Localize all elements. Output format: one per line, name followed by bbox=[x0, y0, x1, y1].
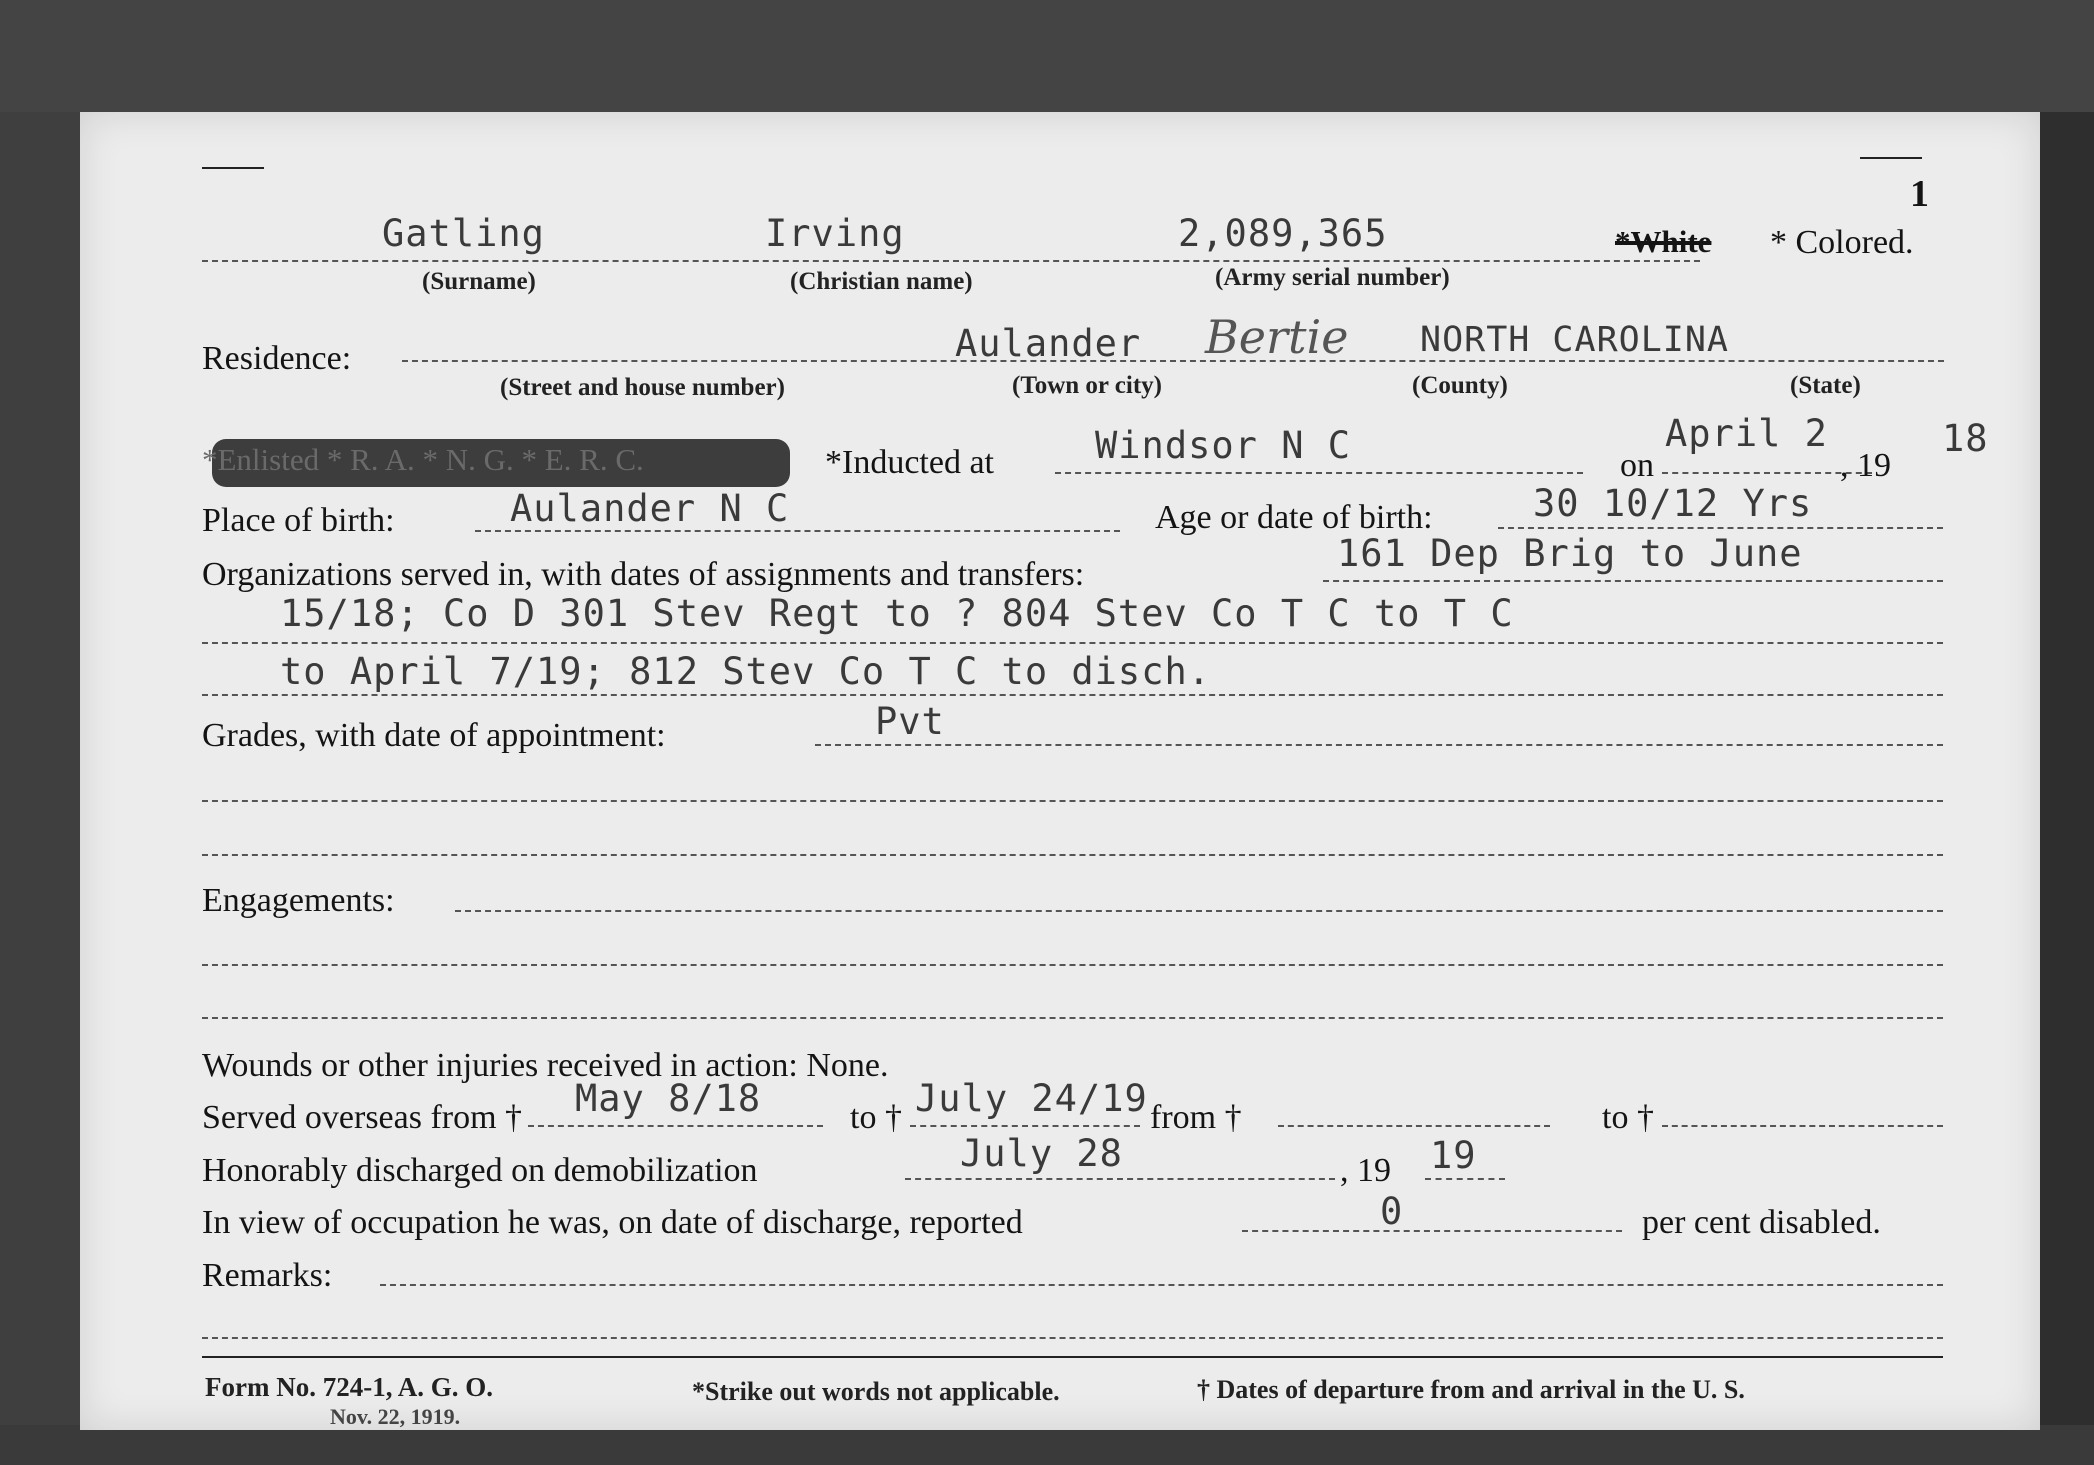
christian-name-value: Irving bbox=[765, 212, 905, 255]
surname-caption: (Surname) bbox=[422, 268, 536, 295]
inducted-at-line bbox=[1055, 472, 1583, 474]
served-overseas-label: Served overseas from † bbox=[202, 1099, 523, 1136]
residence-state-value: NORTH CAROLINA bbox=[1420, 320, 1730, 360]
top-left-mark bbox=[202, 167, 264, 169]
scanner-background-left bbox=[0, 112, 80, 1432]
grades-line-2 bbox=[202, 800, 1943, 802]
organizations-value-1: 161 Dep Brig to June bbox=[1337, 532, 1803, 575]
county-caption: (County) bbox=[1412, 372, 1508, 399]
overseas-to-value: July 24/19 bbox=[915, 1077, 1148, 1120]
remarks-line-1 bbox=[380, 1284, 1943, 1286]
card-number: 1 bbox=[1910, 173, 1929, 215]
inducted-date-value: April 2 bbox=[1665, 412, 1828, 455]
discharge-date-line bbox=[905, 1178, 1335, 1180]
top-right-mark bbox=[1860, 157, 1922, 159]
service-record-card bbox=[80, 112, 2040, 1430]
scanner-background-top bbox=[0, 0, 2094, 112]
overseas-to-line bbox=[910, 1125, 1140, 1127]
residence-label: Residence: bbox=[202, 340, 352, 377]
engagements-line-3 bbox=[202, 1017, 1943, 1019]
remarks-line-2 bbox=[202, 1337, 1943, 1339]
serial-number-value: 2,089,365 bbox=[1178, 212, 1388, 255]
disability-line bbox=[1242, 1230, 1622, 1232]
surname-value: Gatling bbox=[382, 212, 545, 255]
inducted-year-value: 18 bbox=[1942, 417, 1989, 460]
scanner-background-bottom bbox=[0, 1425, 2094, 1465]
age-line bbox=[1498, 527, 1943, 529]
inducted-on-label: on bbox=[1620, 447, 1654, 484]
christian-name-caption: (Christian name) bbox=[790, 268, 973, 295]
serial-number-caption: (Army serial number) bbox=[1215, 264, 1450, 291]
state-caption: (State) bbox=[1790, 372, 1861, 399]
place-of-birth-value: Aulander N C bbox=[510, 487, 790, 530]
town-caption: (Town or city) bbox=[1012, 372, 1162, 399]
footer-rule bbox=[202, 1356, 1943, 1358]
discharge-year-line bbox=[1425, 1178, 1505, 1180]
grades-line-1 bbox=[815, 744, 1943, 746]
overseas-to2-label: to † bbox=[1602, 1099, 1654, 1136]
grades-line-3 bbox=[202, 854, 1943, 856]
disability-label: In view of occupation he was, on date of discharge, reported bbox=[202, 1204, 1023, 1241]
wounds-statement: Wounds or other injuries received in action: None. bbox=[202, 1047, 889, 1084]
discharge-date-value: July 28 bbox=[960, 1132, 1123, 1175]
discharge-year-prefix: , 19 bbox=[1340, 1152, 1391, 1189]
street-caption: (Street and house number) bbox=[500, 374, 785, 401]
overseas-from2-line bbox=[1278, 1125, 1550, 1127]
grades-value: Pvt bbox=[875, 700, 945, 743]
place-of-birth-label: Place of birth: bbox=[202, 502, 395, 539]
form-number: Form No. 724-1, A. G. O. bbox=[205, 1372, 493, 1402]
residence-town-value: Aulander bbox=[955, 322, 1142, 365]
organizations-value-3: to April 7/19; 812 Stev Co T C to disch. bbox=[280, 650, 1212, 693]
overseas-to-label: to † bbox=[850, 1099, 902, 1136]
place-of-birth-line bbox=[475, 530, 1120, 532]
dates-note: † Dates of departure from and arrival in the U. S. bbox=[1197, 1375, 1745, 1404]
overseas-from-line bbox=[528, 1125, 823, 1127]
inducted-at-label: *Inducted at bbox=[825, 444, 994, 481]
form-date: Nov. 22, 1919. bbox=[330, 1404, 461, 1429]
organizations-line-3 bbox=[202, 694, 1943, 696]
name-line bbox=[202, 260, 1700, 262]
residence-line bbox=[402, 360, 1944, 362]
colored-option: * Colored. bbox=[1770, 224, 1914, 261]
organizations-value-2: 15/18; Co D 301 Stev Regt to ? 804 Stev Co T C to T C bbox=[280, 592, 1514, 635]
organizations-label: Organizations served in, with dates of assignments and transfers: bbox=[202, 556, 1085, 593]
remarks-label: Remarks: bbox=[202, 1257, 333, 1294]
white-option-struck: *White bbox=[1615, 224, 1712, 259]
inducted-year-prefix: , 19 bbox=[1840, 447, 1891, 484]
age-value: 30 10/12 Yrs bbox=[1533, 482, 1813, 525]
residence-county-value: Bertie bbox=[1205, 310, 1349, 364]
strike-note: *Strike out words not applicable. bbox=[692, 1377, 1060, 1406]
enlistment-options-struck: *Enlisted * R. A. * N. G. * E. R. C. bbox=[202, 442, 644, 477]
engagements-line-2 bbox=[202, 964, 1943, 966]
disability-value: 0 bbox=[1380, 1190, 1404, 1233]
scanner-background-right bbox=[2039, 112, 2094, 1432]
grades-label: Grades, with date of appointment: bbox=[202, 717, 666, 754]
organizations-line-1 bbox=[1323, 580, 1943, 582]
engagements-line-1 bbox=[455, 910, 1943, 912]
overseas-to2-line bbox=[1662, 1125, 1943, 1127]
engagements-label: Engagements: bbox=[202, 882, 395, 919]
discharge-label: Honorably discharged on demobilization bbox=[202, 1152, 758, 1189]
disability-suffix: per cent disabled. bbox=[1642, 1204, 1881, 1241]
overseas-from2-label: from † bbox=[1150, 1099, 1242, 1136]
overseas-from-value: May 8/18 bbox=[575, 1077, 762, 1120]
discharge-year-value: 19 bbox=[1430, 1134, 1477, 1177]
age-label: Age or date of birth: bbox=[1155, 499, 1433, 536]
inducted-at-value: Windsor N C bbox=[1095, 424, 1352, 467]
organizations-line-2 bbox=[202, 642, 1943, 644]
